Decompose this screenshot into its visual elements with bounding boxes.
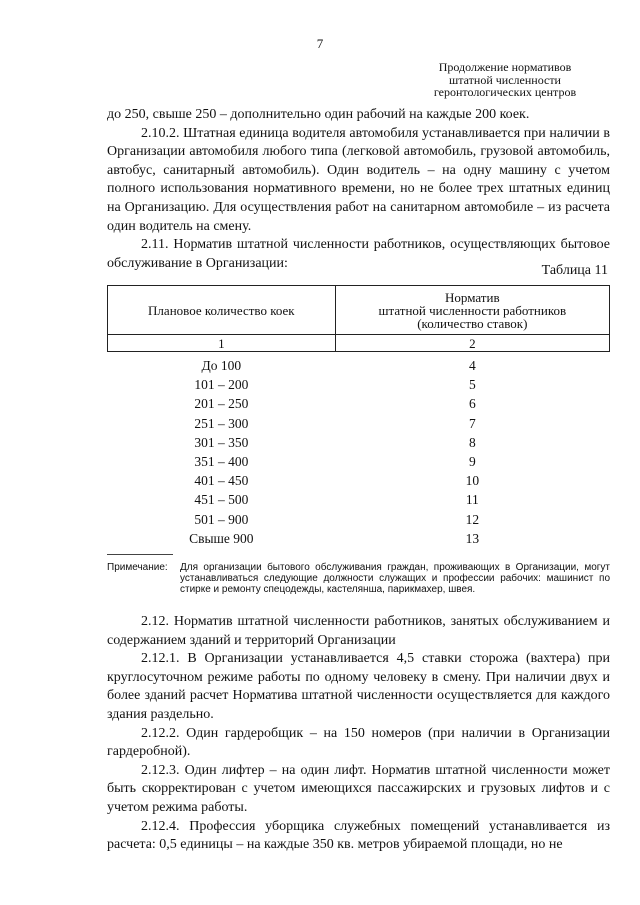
running-header-line: Продолжение нормативов <box>438 60 572 74</box>
paragraph-2-12-3: 2.12.3. Один лифтер – на один лифт. Норматив штатной численности может быть скорректирован с учетом имеющихся пассажирских и грузовых лифтов и с учетом режима работы. <box>107 762 610 815</box>
table-cell-norm: 5 <box>468 377 476 393</box>
paragraph-2-10-2: 2.10.2. Штатная единица водителя автомобиля устанавливается при наличии в Организации автомобиля любого типа (легковой автомобиль, грузовой автомобиль, автобус, санитарный автомобиль). Один водитель – на одну машину с учетом полного использования нормативного времени, но не более трех штатных единиц на Организацию. Для осуществления работ на санитарном автомобиле – из расчета один водитель на смену. <box>107 125 610 234</box>
paragraph-2-12-4: 2.12.4. Профессия уборщика служебных помещений устанавливается из расчета: 0,5 единицы – на каждые 350 кв. метров убираемой площади, но не <box>107 818 610 853</box>
running-header <box>405 61 605 99</box>
body-text-bottom <box>107 613 610 855</box>
table-cell-norm: 8 <box>468 434 476 450</box>
table-cell-beds: 351 – 400 <box>194 454 249 470</box>
table-cell-beds: 301 – 350 <box>194 434 249 450</box>
paragraph-continuation: до 250, свыше 250 – дополнительно один рабочий на каждые 200 коек. <box>107 107 530 122</box>
table-cell-beds: 501 – 900 <box>194 511 249 527</box>
paragraph-2-12-1: 2.12.1. В Организации устанавливается 4,5 ставки сторожа (вахтера) при круглосуточном режиме работы по одному человеку в смену. При наличии двух и более зданий расчет Норматива штатной численности осуществляется для каждого здания раздельно. <box>107 651 610 722</box>
table-row <box>108 375 610 394</box>
table-cell-beds: 401 – 450 <box>194 473 249 489</box>
note-label: Примечание: <box>107 562 168 573</box>
table-row <box>108 352 610 376</box>
table-row <box>108 490 610 509</box>
running-header-line: геронтологических центров <box>433 85 577 99</box>
table-cell-norm: 6 <box>468 396 476 412</box>
body-text-top <box>107 106 610 273</box>
table-cell-norm: 13 <box>465 530 480 546</box>
table-row <box>108 394 610 413</box>
table-cell-norm: 10 <box>465 473 480 489</box>
table-row <box>108 510 610 529</box>
table-row <box>108 414 610 433</box>
table-header-norm-line: (количество ставок) <box>417 315 528 331</box>
table-cell-norm: 7 <box>468 415 476 431</box>
table-row <box>108 433 610 452</box>
table-cell-beds: 201 – 250 <box>194 396 249 412</box>
table-header-norm <box>335 286 609 335</box>
table-row <box>108 471 610 490</box>
paragraph-2-12-2: 2.12.2. Один гардеробщик – на 150 номеров (при наличии в Организации гардеробной). <box>107 725 610 760</box>
table-cell-beds: До 100 <box>201 358 242 373</box>
table-cell-beds: Свыше 900 <box>189 530 254 546</box>
table-cell-norm: 11 <box>465 492 479 508</box>
table-header-beds: Плановое количество коек <box>108 286 336 335</box>
running-header-line: штатной численности <box>449 72 561 87</box>
table-cell-norm: 4 <box>468 358 476 373</box>
table-header-norm-line: Норматив <box>445 289 500 305</box>
table-cell-beds: 451 – 500 <box>194 492 249 508</box>
note-divider <box>107 554 173 555</box>
paragraph-2-12: 2.12. Норматив штатной численности работников, занятых обслуживанием и содержанием зданий и территорий Организации <box>107 614 610 648</box>
table-cell-beds: 101 – 200 <box>194 377 249 393</box>
table-column-number: 1 <box>108 335 336 352</box>
table-cell-norm: 12 <box>465 511 480 527</box>
norm-table <box>107 285 610 548</box>
table-note <box>107 563 610 595</box>
table-header-norm-line: штатной численности работников <box>378 302 567 318</box>
table-row <box>108 452 610 471</box>
paragraph-2-11: 2.11. Норматив штатной численности работников, осуществляющих бытовое обслуживание в Организации: <box>107 237 610 271</box>
note-text: Для организации бытового обслуживания граждан, проживающих в Организации, могут устанавливаться следующие должности служащих и профессии рабочих: машинист по стирке и ремонту спецодежды, кастелянша, парикмахер, швея. <box>180 562 610 595</box>
table-row <box>108 529 610 548</box>
table-cell-beds: 251 – 300 <box>194 415 249 431</box>
page-number: 7 <box>316 36 324 51</box>
table-caption: Таблица 11 <box>541 263 608 278</box>
table-cell-norm: 9 <box>468 454 476 470</box>
table-column-number: 2 <box>335 335 609 352</box>
